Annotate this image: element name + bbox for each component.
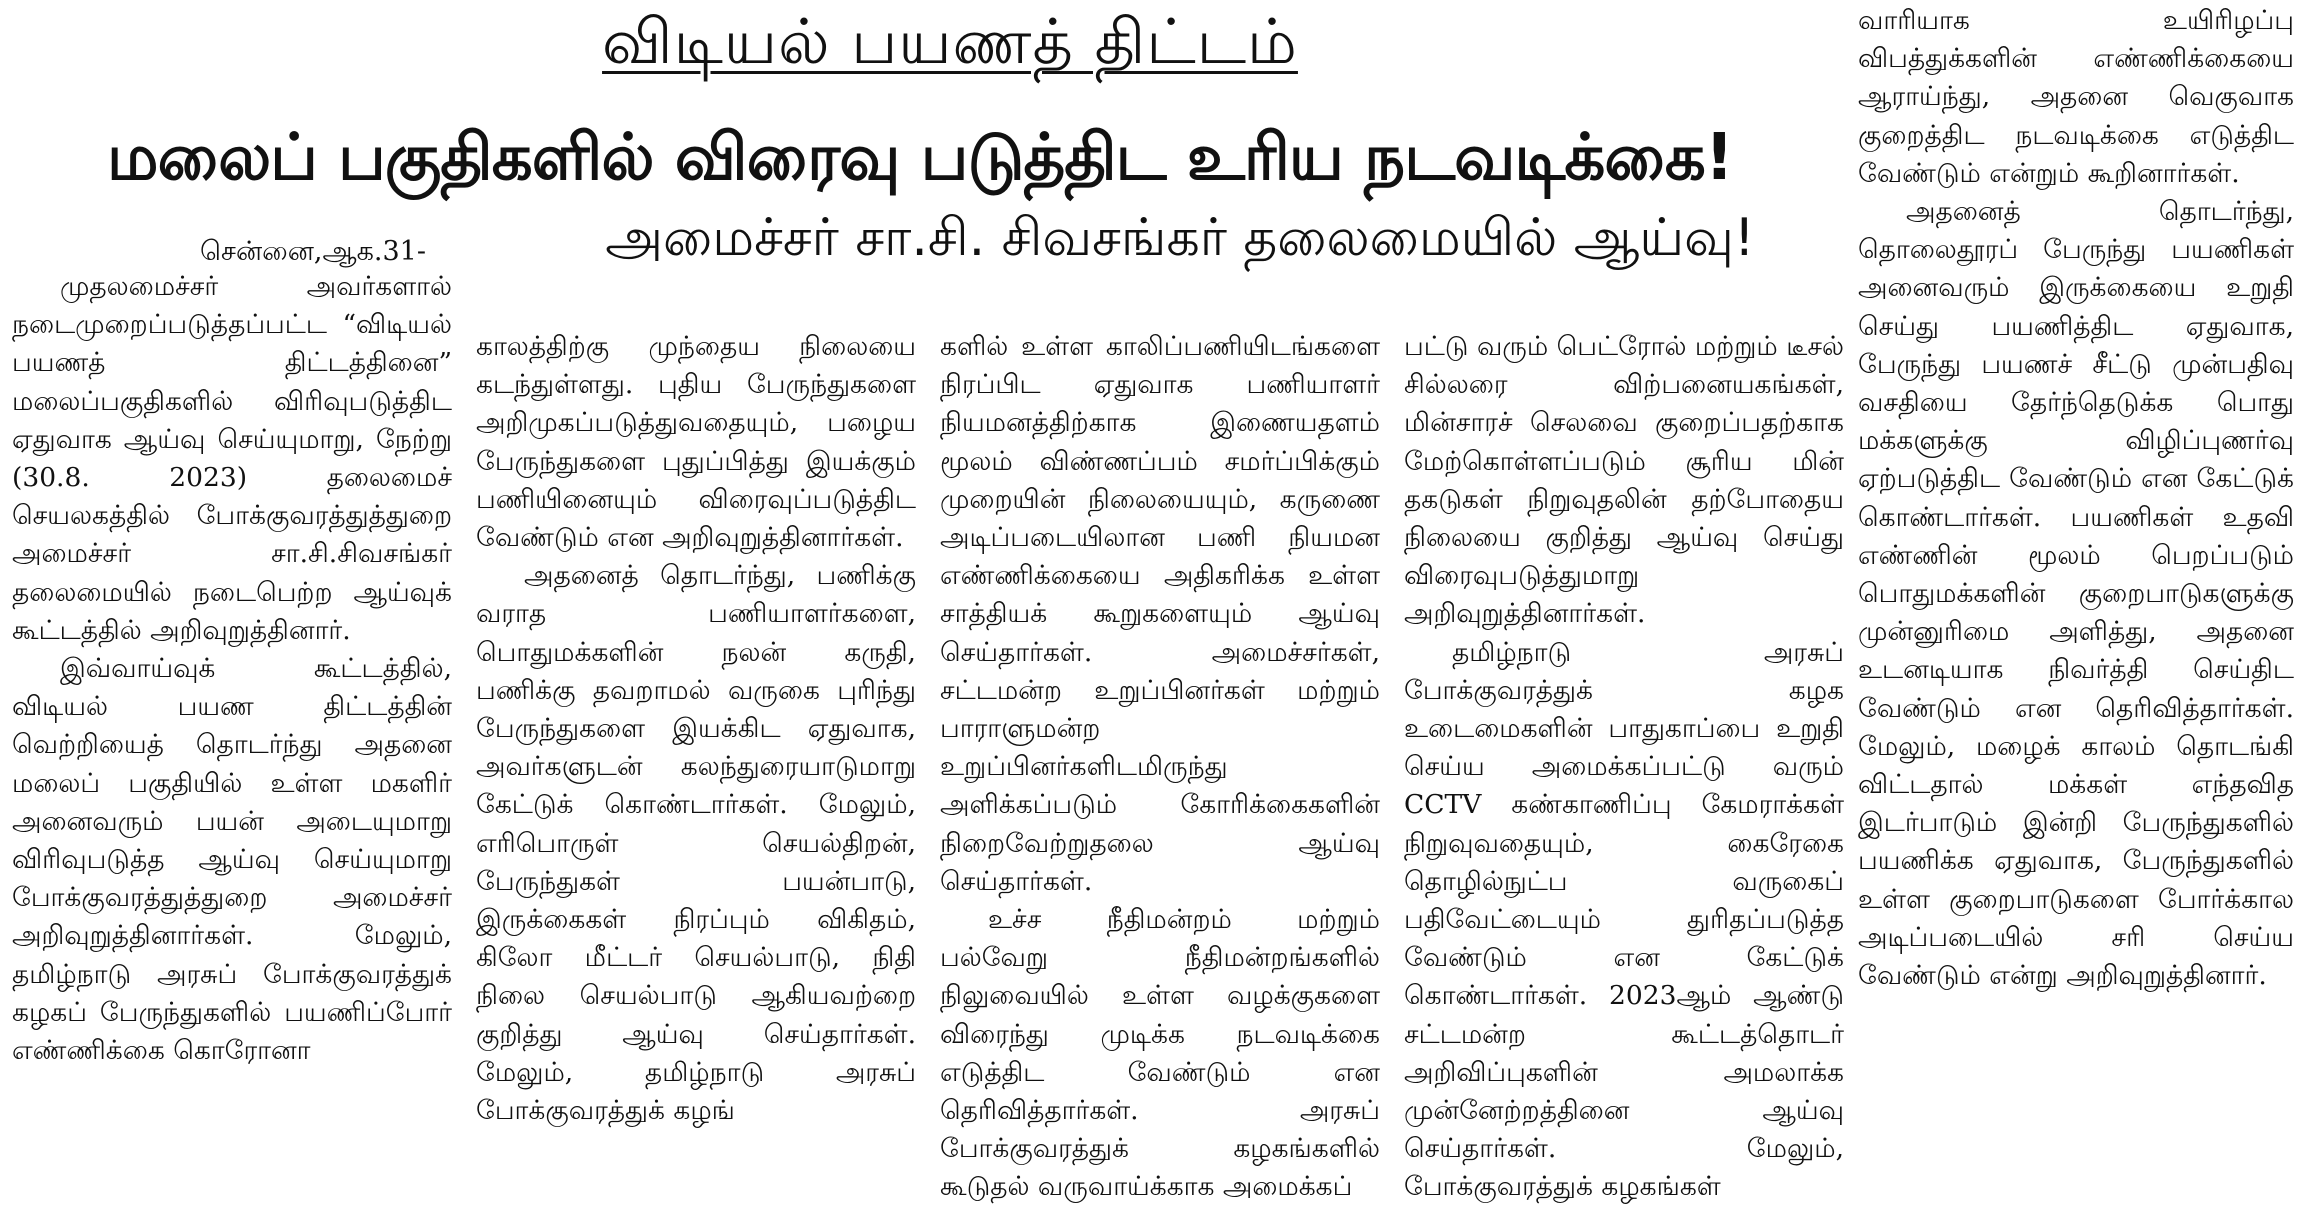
article-column-3: [940, 328, 1380, 1203]
paragraph: அதனைத் தொடர்ந்து, தொலைதூரப் பேருந்து பயணிகள் அனைவரும் இருக்கையை உறுதி செய்து பயணித்திட ஏதுவாக, பேருந்து பயணச் சீட்டு முன்பதிவு வசதியை தேர்ந்தெடுக்க பொது மக்களுக்கு விழிப்புணர்வு ஏற்படுத்திட வேண்டும் என கேட்டுக் கொண்டார்கள். பயணிகள் உதவி எண்ணின் மூலம் பெறப்படும் பொதுமக்களின் குறைபாடுகளுக்கு முன்னுரிமை அளித்து, அதனை உடனடியாக நிவர்த்தி செய்திட வேண்டும் என தெரிவித்தார்கள். மேலும், மழைக் காலம் தொடங்கி விட்டதால் மக்கள் எந்தவித இடர்பாடும் இன்றி பேருந்துகளில் பயணிக்க ஏதுவாக, பேருந்துகளில் உள்ள குறைபாடுகளை போர்க்கால அடிப்படையில் சரி செய்ய வேண்டும் என்று அறிவுறுத்தினார்.: [1858, 196, 2294, 992]
paragraph: களில் உள்ள காலிப்பணியிடங்களை நிரப்பிட ஏதுவாக பணியாளர் நியமனத்திற்காக இணையதளம் மூலம் விண்ணப்பம் சமர்ப்பிக்கும் முறையின் நிலையையும், கருணை அடிப்படையிலான பணி நியமன எண்ணிக்கையை அதிகரிக்க உள்ள சாத்தியக் கூறுகளையும் ஆய்வு செய்தார்கள். அமைச்சர்கள், சட்டமன்ற உறுப்பினர்கள் மற்றும் பாராளுமன்ற உறுப்பினர்களிடமிருந்து அளிக்கப்படும் கோரிக்கைகளின் நிறைவேற்றுதலை ஆய்வு செய்தார்கள்.: [940, 331, 1380, 897]
headline: மலைப் பகுதிகளில் விரைவு படுத்திட உரிய நடவடிக்கை!: [107, 121, 1733, 195]
article-column-5: [1858, 2, 2294, 1148]
paragraph: தமிழ்நாடு அரசுப் போக்குவரத்துக் கழக உடைமைகளின் பாதுகாப்பை உறுதி செய்ய அமைக்கப்பட்டு வரும் CCTV கண்காணிப்பு கேமராக்கள் நிறுவுவதையும், கைரேகை தொழில்நுட்ப வருகைப் பதிவேட்டையும் துரிதப்படுத்த வேண்டும் என கேட்டுக் கொண்டார்கள். 2023ஆம் ஆண்டு சட்டமன்ற கூட்டத்தொடர் அறிவிப்புகளின் அமலாக்க முன்னேற்றத்தினை ஆய்வு செய்தார்கள். மேலும், போக்குவரத்துக் கழகங்கள்: [1404, 636, 1844, 1203]
kicker-title: விடியல் பயணத் திட்டம்: [602, 5, 1298, 78]
subheadline: அமைச்சர் சா.சி. சிவசங்கர் தலைமையில் ஆய்வு!: [605, 208, 1755, 268]
dateline: சென்னை,ஆக.31-: [200, 236, 426, 267]
paragraph: வாரியாக உயிரிழப்பு விபத்துக்களின் எண்ணிக்கையை ஆராய்ந்து, அதனை வெகுவாக குறைத்திட நடவடிக்கை எடுத்திட வேண்டும் என்றும் கூறினார்கள்.: [1858, 5, 2294, 189]
article-column-4: [1404, 328, 1844, 1203]
paragraph: காலத்திற்கு முந்தைய நிலையை கடந்துள்ளது. புதிய பேருந்துகளை அறிமுகப்படுத்துவதையும், பழைய பேருந்துகளை புதுப்பித்து இயக்கும் பணியினையும் விரைவுப்படுத்திட வேண்டும் என அறிவுறுத்தினார்கள்.: [476, 331, 916, 554]
paragraph: உச்ச நீதிமன்றம் மற்றும் பல்வேறு நீதிமன்றங்களில் நிலுவையில் உள்ள வழக்குகளை விரைந்து முடிக்க நடவடிக்கை எடுத்திட வேண்டும் என தெரிவித்தார்கள். அரசுப் போக்குவரத்துக் கழகங்களில் கூடுதல் வருவாய்க்காக அமைக்கப்: [940, 904, 1380, 1203]
paragraph: இவ்வாய்வுக் கூட்டத்தில், விடியல் பயண திட்டத்தின் வெற்றியைத் தொடர்ந்து அதனை மலைப் பகுதியில் உள்ள மகளிர் அனைவரும் பயன் அடையுமாறு விரிவுபடுத்த ஆய்வு செய்யுமாறு போக்குவரத்துத்துறை அமைச்சர் அறிவுறுத்தினார்கள். மேலும், தமிழ்நாடு அரசுப் போக்குவரத்துக் கழகப் பேருந்துகளில் பயணிப்போர் எண்ணிக்கை கொரோனா: [12, 653, 452, 1067]
article-column-1: [12, 268, 452, 1148]
paragraph: முதலமைச்சர் அவர்களால் நடைமுறைப்படுத்தப்பட்ட “விடியல் பயணத் திட்டத்தினை” மலைப்பகுதிகளில் விரிவுபடுத்திட ஏதுவாக ஆய்வு செய்யுமாறு, நேற்று (30.8. 2023) தலைமைச் செயலகத்தில் போக்குவரத்துத்துறை அமைச்சர் சா.சி.சிவசங்கர் தலைமையில் நடைபெற்ற ஆய்வுக் கூட்டத்தில் அறிவுறுத்தினார்.: [12, 271, 452, 646]
paragraph: அதனைத் தொடர்ந்து, பணிக்கு வராத பணியாளர்களை, பொதுமக்களின் நலன் கருதி, பணிக்கு தவறாமல் வருகை புரிந்து பேருந்துகளை இயக்கிட ஏதுவாக, அவர்களுடன் கலந்துரையாடுமாறு கேட்டுக் கொண்டார்கள். மேலும், எரிபொருள் செயல்திறன், பேருந்துகள் பயன்பாடு, இருக்கைகள் நிரப்பும் விகிதம், கிலோ மீட்டர் செயல்பாடு, நிதி நிலை செயல்பாடு ஆகியவற்றை குறித்து ஆய்வு செய்தார்கள். மேலும், தமிழ்நாடு அரசுப் போக்குவரத்துக் கழங்: [476, 560, 916, 1127]
paragraph: பட்டு வரும் பெட்ரோல் மற்றும் டீசல் சில்லரை விற்பனையகங்கள், மின்சாரச் செலவை குறைப்பதற்காக மேற்கொள்ளப்படும் சூரிய மின் தகடுகள் நிறுவுதலின் தற்போதைய நிலையை குறித்து ஆய்வு செய்து விரைவுபடுத்துமாறு அறிவுறுத்தினார்கள்.: [1404, 331, 1844, 630]
article-column-2: [476, 328, 916, 1148]
